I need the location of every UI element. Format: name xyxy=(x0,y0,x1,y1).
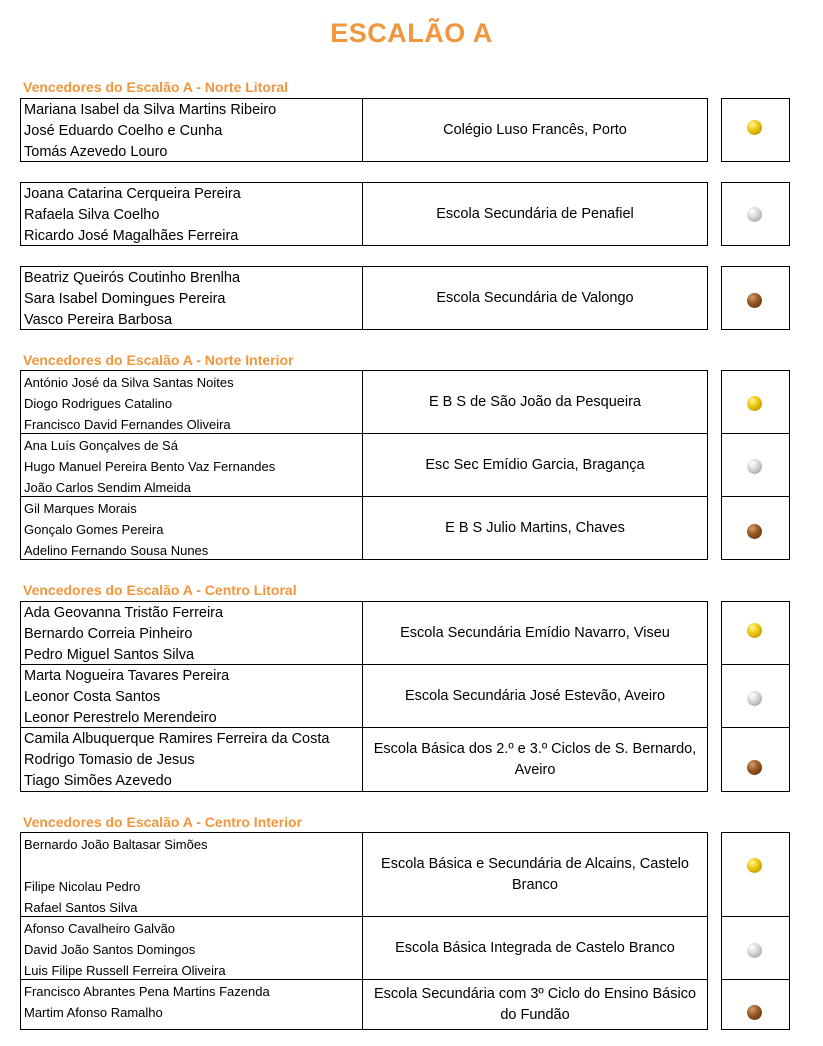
school-name: Escola Básica dos 2.º e 3.º Ciclos de S. Bernardo, Aveiro xyxy=(362,728,708,792)
medal-cell xyxy=(721,601,790,665)
student-name: Gonçalo Gomes Pereira xyxy=(24,522,164,537)
team-names xyxy=(20,917,363,980)
team-names xyxy=(20,728,363,792)
student-name: João Carlos Sendim Almeida xyxy=(24,480,191,495)
student-name: Tiago Simões Azevedo xyxy=(24,773,172,789)
student-name: Marta Nogueira Tavares Pereira xyxy=(24,668,230,684)
medal-cell xyxy=(721,832,790,917)
page-title: ESCALÃO A xyxy=(330,18,493,48)
student-name: Francisco David Fernandes Oliveira xyxy=(24,417,231,432)
student-name: Leonor Perestrelo Merendeiro xyxy=(24,710,217,726)
bronze-medal-icon xyxy=(747,760,762,775)
student-name: Vasco Pereira Barbosa xyxy=(24,312,173,328)
section-heading: Vencedores do Escalão A - Norte Litoral xyxy=(23,79,289,95)
silver-medal-icon xyxy=(747,207,762,222)
student-name: Rafael Santos Silva xyxy=(24,900,138,915)
team-names xyxy=(20,832,363,917)
winner-row xyxy=(20,832,790,917)
student-name: Bernardo João Baltasar Simões xyxy=(24,837,208,852)
medal-cell xyxy=(721,370,790,434)
student-name: José Eduardo Coelho e Cunha xyxy=(24,123,223,139)
student-name: Filipe Nicolau Pedro xyxy=(24,879,141,894)
medal-cell xyxy=(721,665,790,728)
section-heading: Vencedores do Escalão A - Norte Interior xyxy=(23,352,294,368)
student-name: David João Santos Domingos xyxy=(24,942,196,957)
school-name: Escola Básica Integrada de Castelo Branco xyxy=(362,917,708,980)
silver-medal-icon xyxy=(747,459,762,474)
winner-row xyxy=(20,434,790,497)
student-name: Mariana Isabel da Silva Martins Ribeiro xyxy=(24,102,277,118)
gold-medal-icon xyxy=(747,623,762,638)
winner-row xyxy=(20,182,790,246)
medal-cell xyxy=(721,917,790,980)
team-names xyxy=(20,98,363,162)
bronze-medal-icon xyxy=(747,293,762,308)
student-name: Hugo Manuel Pereira Bento Vaz Fernandes xyxy=(24,459,276,474)
team-names xyxy=(20,266,363,330)
team-names xyxy=(20,434,363,497)
student-name: Adelino Fernando Sousa Nunes xyxy=(24,543,209,558)
section-heading: Vencedores do Escalão A - Centro Litoral xyxy=(23,582,297,598)
student-name xyxy=(24,855,363,876)
bronze-medal-icon xyxy=(747,1005,762,1020)
winner-row xyxy=(20,728,790,792)
team-names xyxy=(20,182,363,246)
school-name: Escola Secundária José Estevão, Aveiro xyxy=(362,665,708,728)
medal-cell xyxy=(721,98,790,162)
school-name: E B S Julio Martins, Chaves xyxy=(362,497,708,560)
school-name: Esc Sec Emídio Garcia, Bragança xyxy=(362,434,708,497)
team-names xyxy=(20,601,363,665)
bronze-medal-icon xyxy=(747,524,762,539)
school-name: Escola Secundária de Penafiel xyxy=(362,182,708,246)
school-name: Escola Secundária Emídio Navarro, Viseu xyxy=(362,601,708,665)
school-name: Escola Básica e Secundária de Alcains, Castelo Branco xyxy=(362,832,708,917)
student-name: Ricardo José Magalhães Ferreira xyxy=(24,228,239,244)
winner-row xyxy=(20,601,790,665)
student-name: Rafaela Silva Coelho xyxy=(24,207,160,223)
school-name: Escola Secundária com 3º Ciclo do Ensino Básico do Fundão xyxy=(362,980,708,1030)
student-name: Tomás Azevedo Louro xyxy=(24,144,168,160)
winner-row xyxy=(20,370,790,434)
medal-cell xyxy=(721,434,790,497)
student-name: Afonso Cavalheiro Galvão xyxy=(24,921,176,936)
medal-cell xyxy=(721,497,790,560)
winner-row xyxy=(20,266,790,330)
student-name: Francisco Abrantes Pena Martins Fazenda xyxy=(24,984,270,999)
student-name: Pedro Miguel Santos Silva xyxy=(24,647,195,663)
silver-medal-icon xyxy=(747,943,762,958)
team-names xyxy=(20,497,363,560)
student-name: Ada Geovanna Tristão Ferreira xyxy=(24,605,224,621)
student-name: Gil Marques Morais xyxy=(24,501,137,516)
winner-row xyxy=(20,98,790,162)
student-name: Beatriz Queirós Coutinho Brenlha xyxy=(24,270,241,286)
school-name: Escola Secundária de Valongo xyxy=(362,266,708,330)
team-names xyxy=(20,665,363,728)
student-name: Rodrigo Tomasio de Jesus xyxy=(24,752,195,768)
medal-cell xyxy=(721,182,790,246)
student-name: Martim Afonso Ramalho xyxy=(24,1005,163,1020)
student-name: Diogo Rodrigues Catalino xyxy=(24,396,173,411)
winner-row xyxy=(20,980,790,1030)
school-name: Colégio Luso Francês, Porto xyxy=(362,98,708,162)
gold-medal-icon xyxy=(747,858,762,873)
medal-cell xyxy=(721,266,790,330)
student-name: Bernardo Correia Pinheiro xyxy=(24,626,193,642)
student-name: Ana Luís Gonçalves de Sá xyxy=(24,438,178,453)
section-heading: Vencedores do Escalão A - Centro Interior xyxy=(23,814,303,830)
medal-cell xyxy=(721,980,790,1030)
winner-row xyxy=(20,497,790,560)
team-names xyxy=(20,980,363,1030)
student-name: Joana Catarina Cerqueira Pereira xyxy=(24,186,241,202)
winner-row xyxy=(20,917,790,980)
team-names xyxy=(20,370,363,434)
silver-medal-icon xyxy=(747,691,762,706)
gold-medal-icon xyxy=(747,396,762,411)
medal-cell xyxy=(721,728,790,792)
student-name: Camila Albuquerque Ramires Ferreira da Costa xyxy=(24,731,330,747)
gold-medal-icon xyxy=(747,120,762,135)
student-name: Luis Filipe Russell Ferreira Oliveira xyxy=(24,963,226,978)
student-name: Sara Isabel Domingues Pereira xyxy=(24,291,226,307)
student-name: António José da Silva Santas Noites xyxy=(24,375,234,390)
winner-row xyxy=(20,665,790,728)
student-name: Leonor Costa Santos xyxy=(24,689,161,705)
school-name: E B S de São João da Pesqueira xyxy=(362,370,708,434)
